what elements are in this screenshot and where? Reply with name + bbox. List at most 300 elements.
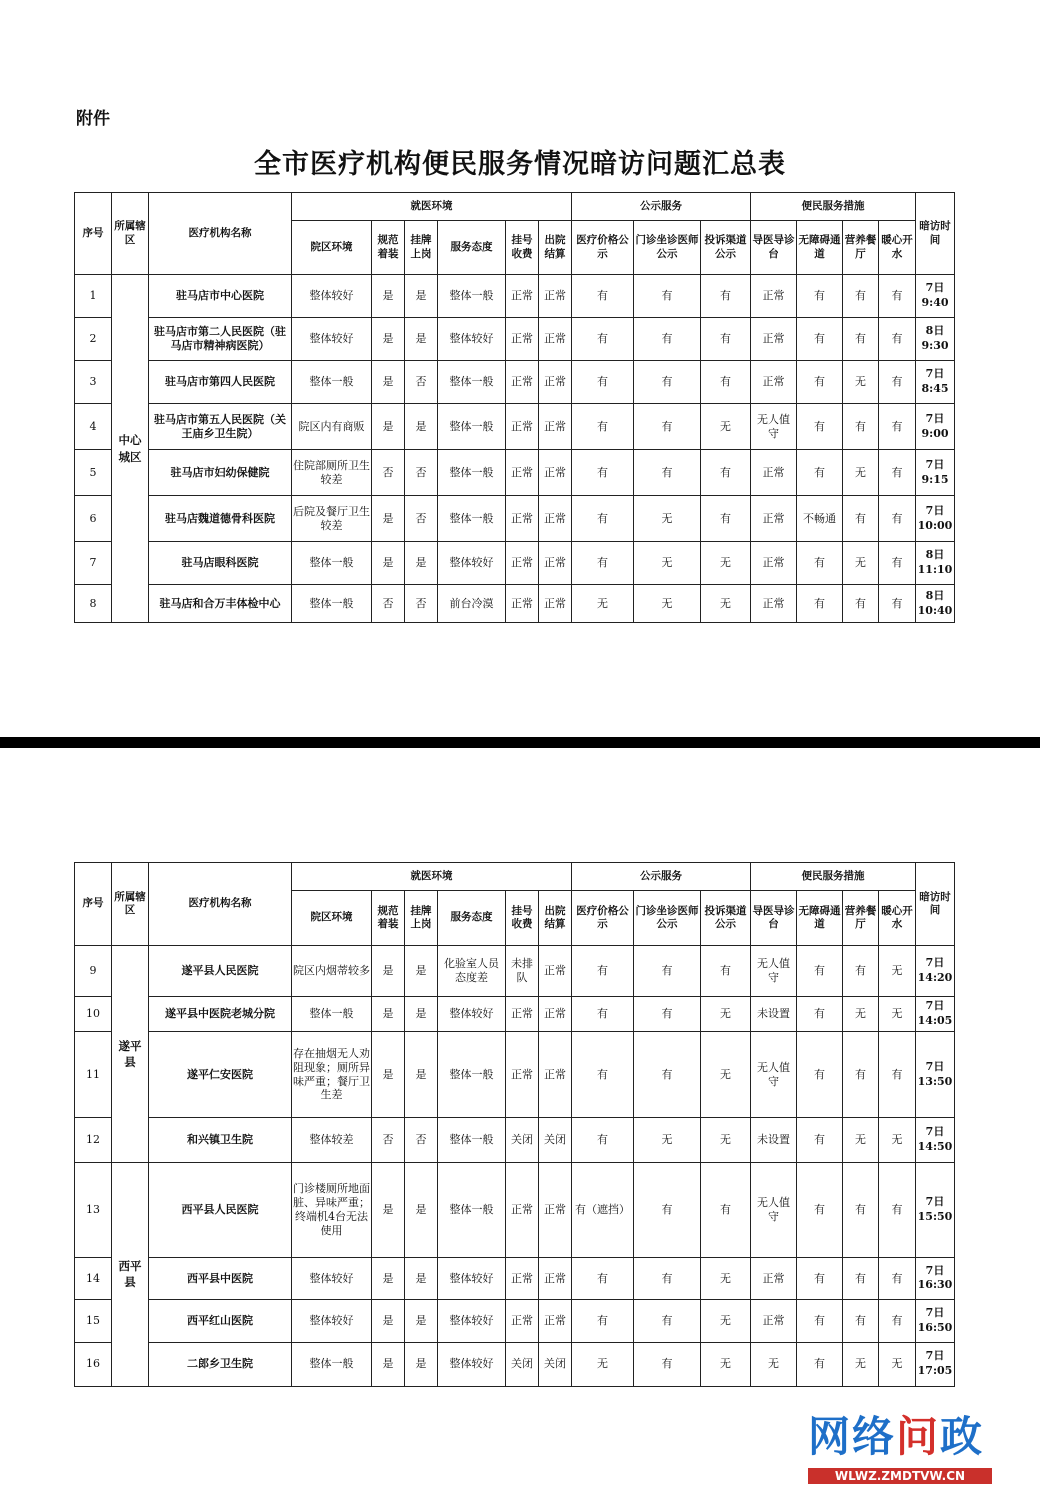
header-discharge: 出院结算 [539,221,572,275]
cell-discharge: 关闭 [539,1342,572,1386]
cell-complaint-pub: 有 [701,318,751,361]
cell-visit-time: 7日 14:20 [916,945,955,996]
cell-complaint-pub: 无 [701,997,751,1031]
header-complaint-pub: 投诉渠道公示 [701,221,751,275]
cell-dress: 是 [372,496,405,542]
table-row [75,275,955,318]
cell-doctor-pub: 无 [634,496,701,542]
cell-complaint-pub: 无 [701,585,751,623]
watermark-logo [808,1404,1008,1484]
cell-seq: 2 [75,318,112,361]
cell-water: 有 [879,1162,916,1257]
cell-seq: 12 [75,1118,112,1162]
cell-env: 整体较好 [292,318,372,361]
cell-doctor-pub: 无 [634,542,701,585]
cell-water: 无 [879,997,916,1031]
header-group-public: 公示服务 [572,863,751,891]
header-badge: 挂牌上岗 [405,891,438,946]
cell-visit-time: 7日 14:50 [916,1118,955,1162]
header-price-pub: 医疗价格公示 [572,891,634,946]
cell-badge: 否 [405,361,438,404]
cell-badge: 是 [405,404,438,450]
cell-dress: 是 [372,945,405,996]
cell-badge: 否 [405,450,438,496]
watermark-title-mid: 问 [896,1412,941,1461]
cell-guide: 无 [751,1342,797,1386]
cell-price-pub: 有 [572,1300,634,1342]
cell-discharge: 正常 [539,997,572,1031]
cell-env: 院区内烟蒂较多 [292,945,372,996]
cell-doctor-pub: 有 [634,1031,701,1118]
header-water: 暖心开水 [879,221,916,275]
cell-reg-fee: 关闭 [506,1342,539,1386]
header-dress: 规范着装 [372,221,405,275]
cell-complaint-pub: 无 [701,1300,751,1342]
header-complaint-pub: 投诉渠道公示 [701,891,751,946]
cell-price-pub: 有 [572,496,634,542]
cell-doctor-pub: 有 [634,404,701,450]
page-divider [0,737,1040,748]
cell-guide: 正常 [751,542,797,585]
page-title: 全市医疗机构便民服务情况暗访问题汇总表 [254,149,786,180]
cell-dress: 是 [372,542,405,585]
cell-barrier-free: 有 [797,1118,843,1162]
table-row [75,542,955,585]
header-badge: 挂牌上岗 [405,221,438,275]
cell-canteen: 有 [843,1257,879,1299]
table-row [75,1257,955,1299]
cell-attitude: 整体一般 [438,275,506,318]
cell-price-pub: 有 [572,450,634,496]
cell-price-pub: 有 [572,1031,634,1118]
cell-reg-fee: 未排队 [506,945,539,996]
cell-discharge: 关闭 [539,1118,572,1162]
cell-water: 有 [879,275,916,318]
cell-guide: 正常 [751,361,797,404]
cell-dress: 是 [372,1257,405,1299]
cell-doctor-pub: 无 [634,1118,701,1162]
cell-reg-fee: 正常 [506,275,539,318]
cell-discharge: 正常 [539,496,572,542]
cell-barrier-free: 有 [797,275,843,318]
cell-reg-fee: 正常 [506,542,539,585]
cell-discharge: 正常 [539,1257,572,1299]
cell-badge: 是 [405,542,438,585]
cell-doctor-pub: 有 [634,945,701,996]
header-env: 院区环境 [292,891,372,946]
cell-seq: 16 [75,1342,112,1386]
cell-visit-time: 7日 10:00 [916,496,955,542]
header-seq: 序号 [75,193,112,275]
header-dress: 规范着装 [372,891,405,946]
header-attitude: 服务态度 [438,221,506,275]
cell-env: 整体较好 [292,1300,372,1342]
cell-name: 西平县中医院 [149,1257,292,1299]
cell-env: 住院部厕所卫生较差 [292,450,372,496]
cell-guide: 未设置 [751,997,797,1031]
cell-complaint-pub: 有 [701,945,751,996]
cell-canteen: 无 [843,1118,879,1162]
table-row [75,361,955,404]
cell-barrier-free: 有 [797,585,843,623]
cell-water: 有 [879,1300,916,1342]
cell-name: 驻马店市妇幼保健院 [149,450,292,496]
cell-guide: 正常 [751,1257,797,1299]
attachment-label: 附件 [76,109,110,129]
cell-reg-fee: 关闭 [506,1118,539,1162]
cell-discharge: 正常 [539,361,572,404]
cell-name: 驻马店眼科医院 [149,542,292,585]
cell-name: 遂平仁安医院 [149,1031,292,1118]
cell-doctor-pub: 有 [634,997,701,1031]
cell-water: 有 [879,542,916,585]
cell-badge: 是 [405,1300,438,1342]
header-row-groups [75,863,955,891]
cell-seq: 3 [75,361,112,404]
header-doctor-pub: 门诊坐诊医师公示 [634,891,701,946]
header-visit-time: 暗访时间 [916,193,955,275]
cell-doctor-pub: 有 [634,450,701,496]
cell-name: 驻马店市第四人民医院 [149,361,292,404]
cell-attitude: 整体一般 [438,361,506,404]
cell-name: 驻马店市中心医院 [149,275,292,318]
cell-price-pub: 无 [572,1342,634,1386]
cell-dress: 否 [372,450,405,496]
cell-attitude: 整体一般 [438,496,506,542]
cell-dress: 是 [372,361,405,404]
cell-water: 有 [879,1257,916,1299]
cell-discharge: 正常 [539,318,572,361]
cell-region: 西平县 [112,1162,149,1386]
cell-reg-fee: 正常 [506,1300,539,1342]
cell-seq: 4 [75,404,112,450]
table-row [75,450,955,496]
cell-guide: 无人值守 [751,404,797,450]
cell-guide: 正常 [751,496,797,542]
table-row [75,404,955,450]
cell-region: 遂平县 [112,945,149,1162]
cell-complaint-pub: 无 [701,404,751,450]
cell-discharge: 正常 [539,945,572,996]
summary-table-2 [74,862,955,1387]
cell-attitude: 整体较好 [438,542,506,585]
cell-seq: 5 [75,450,112,496]
header-name: 医疗机构名称 [149,863,292,946]
cell-price-pub: 有 [572,318,634,361]
cell-seq: 6 [75,496,112,542]
cell-guide: 无人值守 [751,1162,797,1257]
cell-name: 遂平县中医院老城分院 [149,997,292,1031]
cell-reg-fee: 正常 [506,496,539,542]
table-row [75,1342,955,1386]
header-region: 所属辖区 [112,863,149,946]
table-row [75,1162,955,1257]
cell-attitude: 整体一般 [438,1031,506,1118]
cell-barrier-free: 有 [797,542,843,585]
cell-discharge: 正常 [539,585,572,623]
cell-doctor-pub: 有 [634,361,701,404]
cell-badge: 是 [405,275,438,318]
cell-water: 无 [879,945,916,996]
header-water: 暖心开水 [879,891,916,946]
cell-env: 整体一般 [292,542,372,585]
header-doctor-pub: 门诊坐诊医师公示 [634,221,701,275]
table-2-body [75,945,955,1386]
cell-barrier-free: 有 [797,1300,843,1342]
cell-water: 有 [879,585,916,623]
watermark-url: WLWZ.ZMDTVW.CN [808,1468,992,1484]
cell-reg-fee: 正常 [506,404,539,450]
cell-env: 整体一般 [292,1342,372,1386]
cell-env: 整体较好 [292,1257,372,1299]
cell-canteen: 无 [843,450,879,496]
cell-seq: 13 [75,1162,112,1257]
cell-water: 有 [879,1031,916,1118]
cell-discharge: 正常 [539,450,572,496]
cell-name: 遂平县人民医院 [149,945,292,996]
cell-visit-time: 7日 9:40 [916,275,955,318]
cell-guide: 无人值守 [751,945,797,996]
cell-barrier-free: 有 [797,361,843,404]
header-barrier-free: 无障碍通道 [797,221,843,275]
watermark-title-left: 网络 [808,1412,897,1461]
cell-dress: 是 [372,404,405,450]
header-attitude: 服务态度 [438,891,506,946]
cell-reg-fee: 正常 [506,1162,539,1257]
cell-visit-time: 8日 11:10 [916,542,955,585]
cell-doctor-pub: 有 [634,1162,701,1257]
header-row-groups [75,193,955,221]
cell-water: 无 [879,1118,916,1162]
table-row [75,318,955,361]
cell-attitude: 前台冷漠 [438,585,506,623]
cell-water: 有 [879,318,916,361]
cell-dress: 是 [372,318,405,361]
cell-complaint-pub: 有 [701,496,751,542]
cell-canteen: 无 [843,361,879,404]
table-row [75,1031,955,1118]
cell-barrier-free: 有 [797,404,843,450]
cell-dress: 是 [372,1031,405,1118]
cell-name: 驻马店市第二人民医院（驻马店市精神病医院） [149,318,292,361]
cell-water: 有 [879,404,916,450]
cell-barrier-free: 有 [797,997,843,1031]
cell-attitude: 化验室人员态度差 [438,945,506,996]
cell-visit-time: 7日 8:45 [916,361,955,404]
cell-badge: 是 [405,318,438,361]
cell-attitude: 整体较好 [438,997,506,1031]
cell-env: 门诊楼厕所地面脏、异味严重；终端机4台无法使用 [292,1162,372,1257]
cell-water: 有 [879,450,916,496]
cell-name: 驻马店魏道德骨科医院 [149,496,292,542]
cell-reg-fee: 正常 [506,1257,539,1299]
summary-table-1 [74,192,955,623]
cell-doctor-pub: 有 [634,1257,701,1299]
cell-complaint-pub: 无 [701,1031,751,1118]
cell-seq: 14 [75,1257,112,1299]
cell-badge: 是 [405,1162,438,1257]
cell-canteen: 有 [843,496,879,542]
table-row [75,585,955,623]
header-group-env: 就医环境 [292,193,572,221]
header-region: 所属辖区 [112,193,149,275]
cell-canteen: 有 [843,1031,879,1118]
watermark-title [808,1404,1008,1464]
cell-reg-fee: 正常 [506,997,539,1031]
header-seq: 序号 [75,863,112,946]
cell-name: 二郎乡卫生院 [149,1342,292,1386]
cell-guide: 正常 [751,318,797,361]
cell-canteen: 有 [843,585,879,623]
cell-seq: 11 [75,1031,112,1118]
header-group-conv: 便民服务措施 [751,863,916,891]
table-row [75,496,955,542]
cell-attitude: 整体一般 [438,1162,506,1257]
cell-seq: 10 [75,997,112,1031]
header-canteen: 营养餐厅 [843,221,879,275]
cell-discharge: 正常 [539,1031,572,1118]
cell-barrier-free: 不畅通 [797,496,843,542]
cell-attitude: 整体较好 [438,1300,506,1342]
cell-canteen: 有 [843,404,879,450]
header-group-env: 就医环境 [292,863,572,891]
cell-canteen: 有 [843,1162,879,1257]
cell-env: 整体较好 [292,275,372,318]
cell-visit-time: 7日 14:05 [916,997,955,1031]
cell-dress: 是 [372,275,405,318]
table-1-body [75,275,955,623]
cell-name: 和兴镇卫生院 [149,1118,292,1162]
header-env: 院区环境 [292,221,372,275]
table-row [75,1300,955,1342]
cell-badge: 是 [405,1342,438,1386]
cell-water: 有 [879,361,916,404]
cell-discharge: 正常 [539,275,572,318]
cell-attitude: 整体较好 [438,1342,506,1386]
table-row [75,945,955,996]
cell-guide: 未设置 [751,1118,797,1162]
cell-reg-fee: 正常 [506,361,539,404]
cell-seq: 7 [75,542,112,585]
cell-seq: 8 [75,585,112,623]
cell-complaint-pub: 无 [701,542,751,585]
cell-dress: 否 [372,1118,405,1162]
cell-barrier-free: 有 [797,318,843,361]
cell-dress: 是 [372,1342,405,1386]
cell-visit-time: 7日 16:30 [916,1257,955,1299]
watermark-title-right: 政 [940,1412,985,1461]
cell-price-pub: 有 [572,997,634,1031]
cell-visit-time: 8日 9:30 [916,318,955,361]
header-canteen: 营养餐厅 [843,891,879,946]
cell-complaint-pub: 无 [701,1342,751,1386]
cell-attitude: 整体较好 [438,318,506,361]
cell-env: 院区内有商贩 [292,404,372,450]
header-reg-fee: 挂号收费 [506,891,539,946]
cell-price-pub: 有 [572,1118,634,1162]
cell-barrier-free: 有 [797,1031,843,1118]
cell-env: 整体一般 [292,997,372,1031]
cell-canteen: 有 [843,945,879,996]
cell-guide: 正常 [751,1300,797,1342]
cell-doctor-pub: 有 [634,275,701,318]
cell-canteen: 有 [843,275,879,318]
cell-canteen: 无 [843,1342,879,1386]
header-group-public: 公示服务 [572,193,751,221]
cell-guide: 正常 [751,450,797,496]
cell-seq: 15 [75,1300,112,1342]
cell-env: 后院及餐厅卫生较差 [292,496,372,542]
cell-env: 存在抽烟无人劝阻现象；厕所异味严重；餐厅卫生差 [292,1031,372,1118]
cell-badge: 否 [405,585,438,623]
cell-discharge: 正常 [539,542,572,585]
cell-barrier-free: 有 [797,945,843,996]
cell-price-pub: 有 [572,1257,634,1299]
cell-badge: 否 [405,1118,438,1162]
cell-badge: 否 [405,496,438,542]
header-discharge: 出院结算 [539,891,572,946]
cell-price-pub: 有 [572,361,634,404]
cell-name: 西平红山医院 [149,1300,292,1342]
cell-reg-fee: 正常 [506,1031,539,1118]
cell-reg-fee: 正常 [506,318,539,361]
cell-visit-time: 7日 9:15 [916,450,955,496]
cell-price-pub: 无 [572,585,634,623]
cell-canteen: 无 [843,542,879,585]
cell-env: 整体一般 [292,585,372,623]
header-barrier-free: 无障碍通道 [797,891,843,946]
cell-water: 有 [879,496,916,542]
cell-barrier-free: 有 [797,450,843,496]
cell-visit-time: 7日 16:50 [916,1300,955,1342]
cell-reg-fee: 正常 [506,450,539,496]
cell-doctor-pub: 有 [634,318,701,361]
cell-env: 整体一般 [292,361,372,404]
cell-doctor-pub: 无 [634,585,701,623]
cell-complaint-pub: 有 [701,1162,751,1257]
cell-price-pub: 有 [572,404,634,450]
cell-complaint-pub: 无 [701,1118,751,1162]
cell-name: 西平县人民医院 [149,1162,292,1257]
cell-attitude: 整体较好 [438,1257,506,1299]
cell-complaint-pub: 有 [701,450,751,496]
header-guide: 导医导诊台 [751,891,797,946]
cell-visit-time: 7日 13:50 [916,1031,955,1118]
cell-visit-time: 7日 17:05 [916,1342,955,1386]
cell-name: 驻马店市第五人民医院（关王庙乡卫生院） [149,404,292,450]
header-group-conv: 便民服务措施 [751,193,916,221]
cell-price-pub: 有 [572,275,634,318]
cell-seq: 9 [75,945,112,996]
cell-discharge: 正常 [539,1300,572,1342]
header-reg-fee: 挂号收费 [506,221,539,275]
cell-complaint-pub: 有 [701,275,751,318]
cell-attitude: 整体一般 [438,450,506,496]
cell-price-pub: 有（遮挡） [572,1162,634,1257]
cell-dress: 是 [372,1300,405,1342]
cell-reg-fee: 正常 [506,585,539,623]
cell-guide: 无人值守 [751,1031,797,1118]
header-visit-time: 暗访时间 [916,863,955,946]
cell-discharge: 正常 [539,1162,572,1257]
cell-attitude: 整体一般 [438,1118,506,1162]
cell-guide: 正常 [751,585,797,623]
header-price-pub: 医疗价格公示 [572,221,634,275]
cell-badge: 是 [405,945,438,996]
cell-seq: 1 [75,275,112,318]
cell-doctor-pub: 有 [634,1342,701,1386]
header-name: 医疗机构名称 [149,193,292,275]
